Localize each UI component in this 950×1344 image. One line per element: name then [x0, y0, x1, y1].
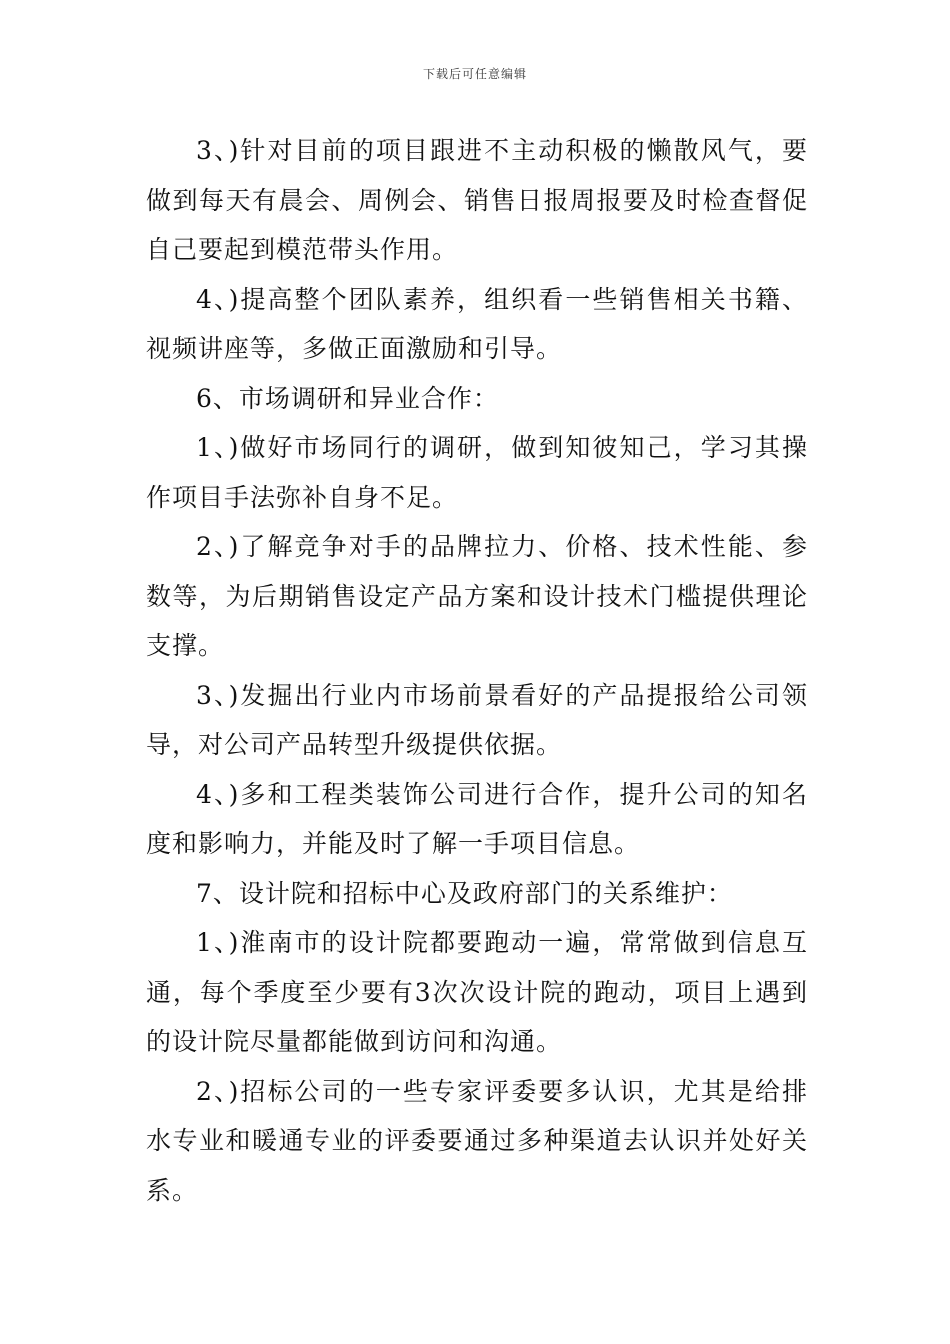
paragraph-3-morning-meetings: 3、)针对目前的项目跟进不主动积极的懒散风气，要做到每天有晨会、周例会、销售日报周报要及时检查督促自己要起到模范带头作用。 [146, 136, 808, 264]
paragraph-1-peer-research: 1、)做好市场同行的调研，做到知彼知己，学习其操作项目手法弥补自身不足。 [146, 433, 808, 512]
paragraph-2-competitors: 2、)了解竞争对手的品牌拉力、价格、技术性能、参数等，为后期销售设定产品方案和设计技术门槛提供理论支撑。 [146, 532, 808, 660]
page-header: 下载后可任意编辑 [422, 67, 527, 81]
paragraph-1-design-institutes: 1、)淮南市的设计院都要跑动一遍，常常做到信息互通，每个季度至少要有3次次设计院的跑动，项目上遇到的设计院尽量都能做到访问和沟通。 [146, 928, 808, 1056]
section-heading-market-research: 6、市场调研和异业合作： [196, 383, 499, 413]
paragraph-3-product-prospects: 3、)发掘出行业内市场前景看好的产品提报给公司领导，对公司产品转型升级提供依据。 [146, 680, 808, 759]
paragraph-4-team-quality: 4、)提高整个团队素养，组织看一些销售相关书籍、视频讲座等，多做正面激励和引导。 [146, 284, 808, 363]
paragraph-2-tender-experts: 2、)招标公司的一些专家评委要多认识，尤其是给排水专业和暖通专业的评委要通过多种渠道去认识并处好关系。 [146, 1076, 808, 1205]
document-body [146, 126, 808, 1215]
section-heading-relations: 7、设计院和招标中心及政府部门的关系维护： [196, 878, 733, 908]
paragraph-4-decoration-partners: 4、)多和工程类装饰公司进行合作，提升公司的知名度和影响力，并能及时了解一手项目信息。 [146, 779, 808, 858]
